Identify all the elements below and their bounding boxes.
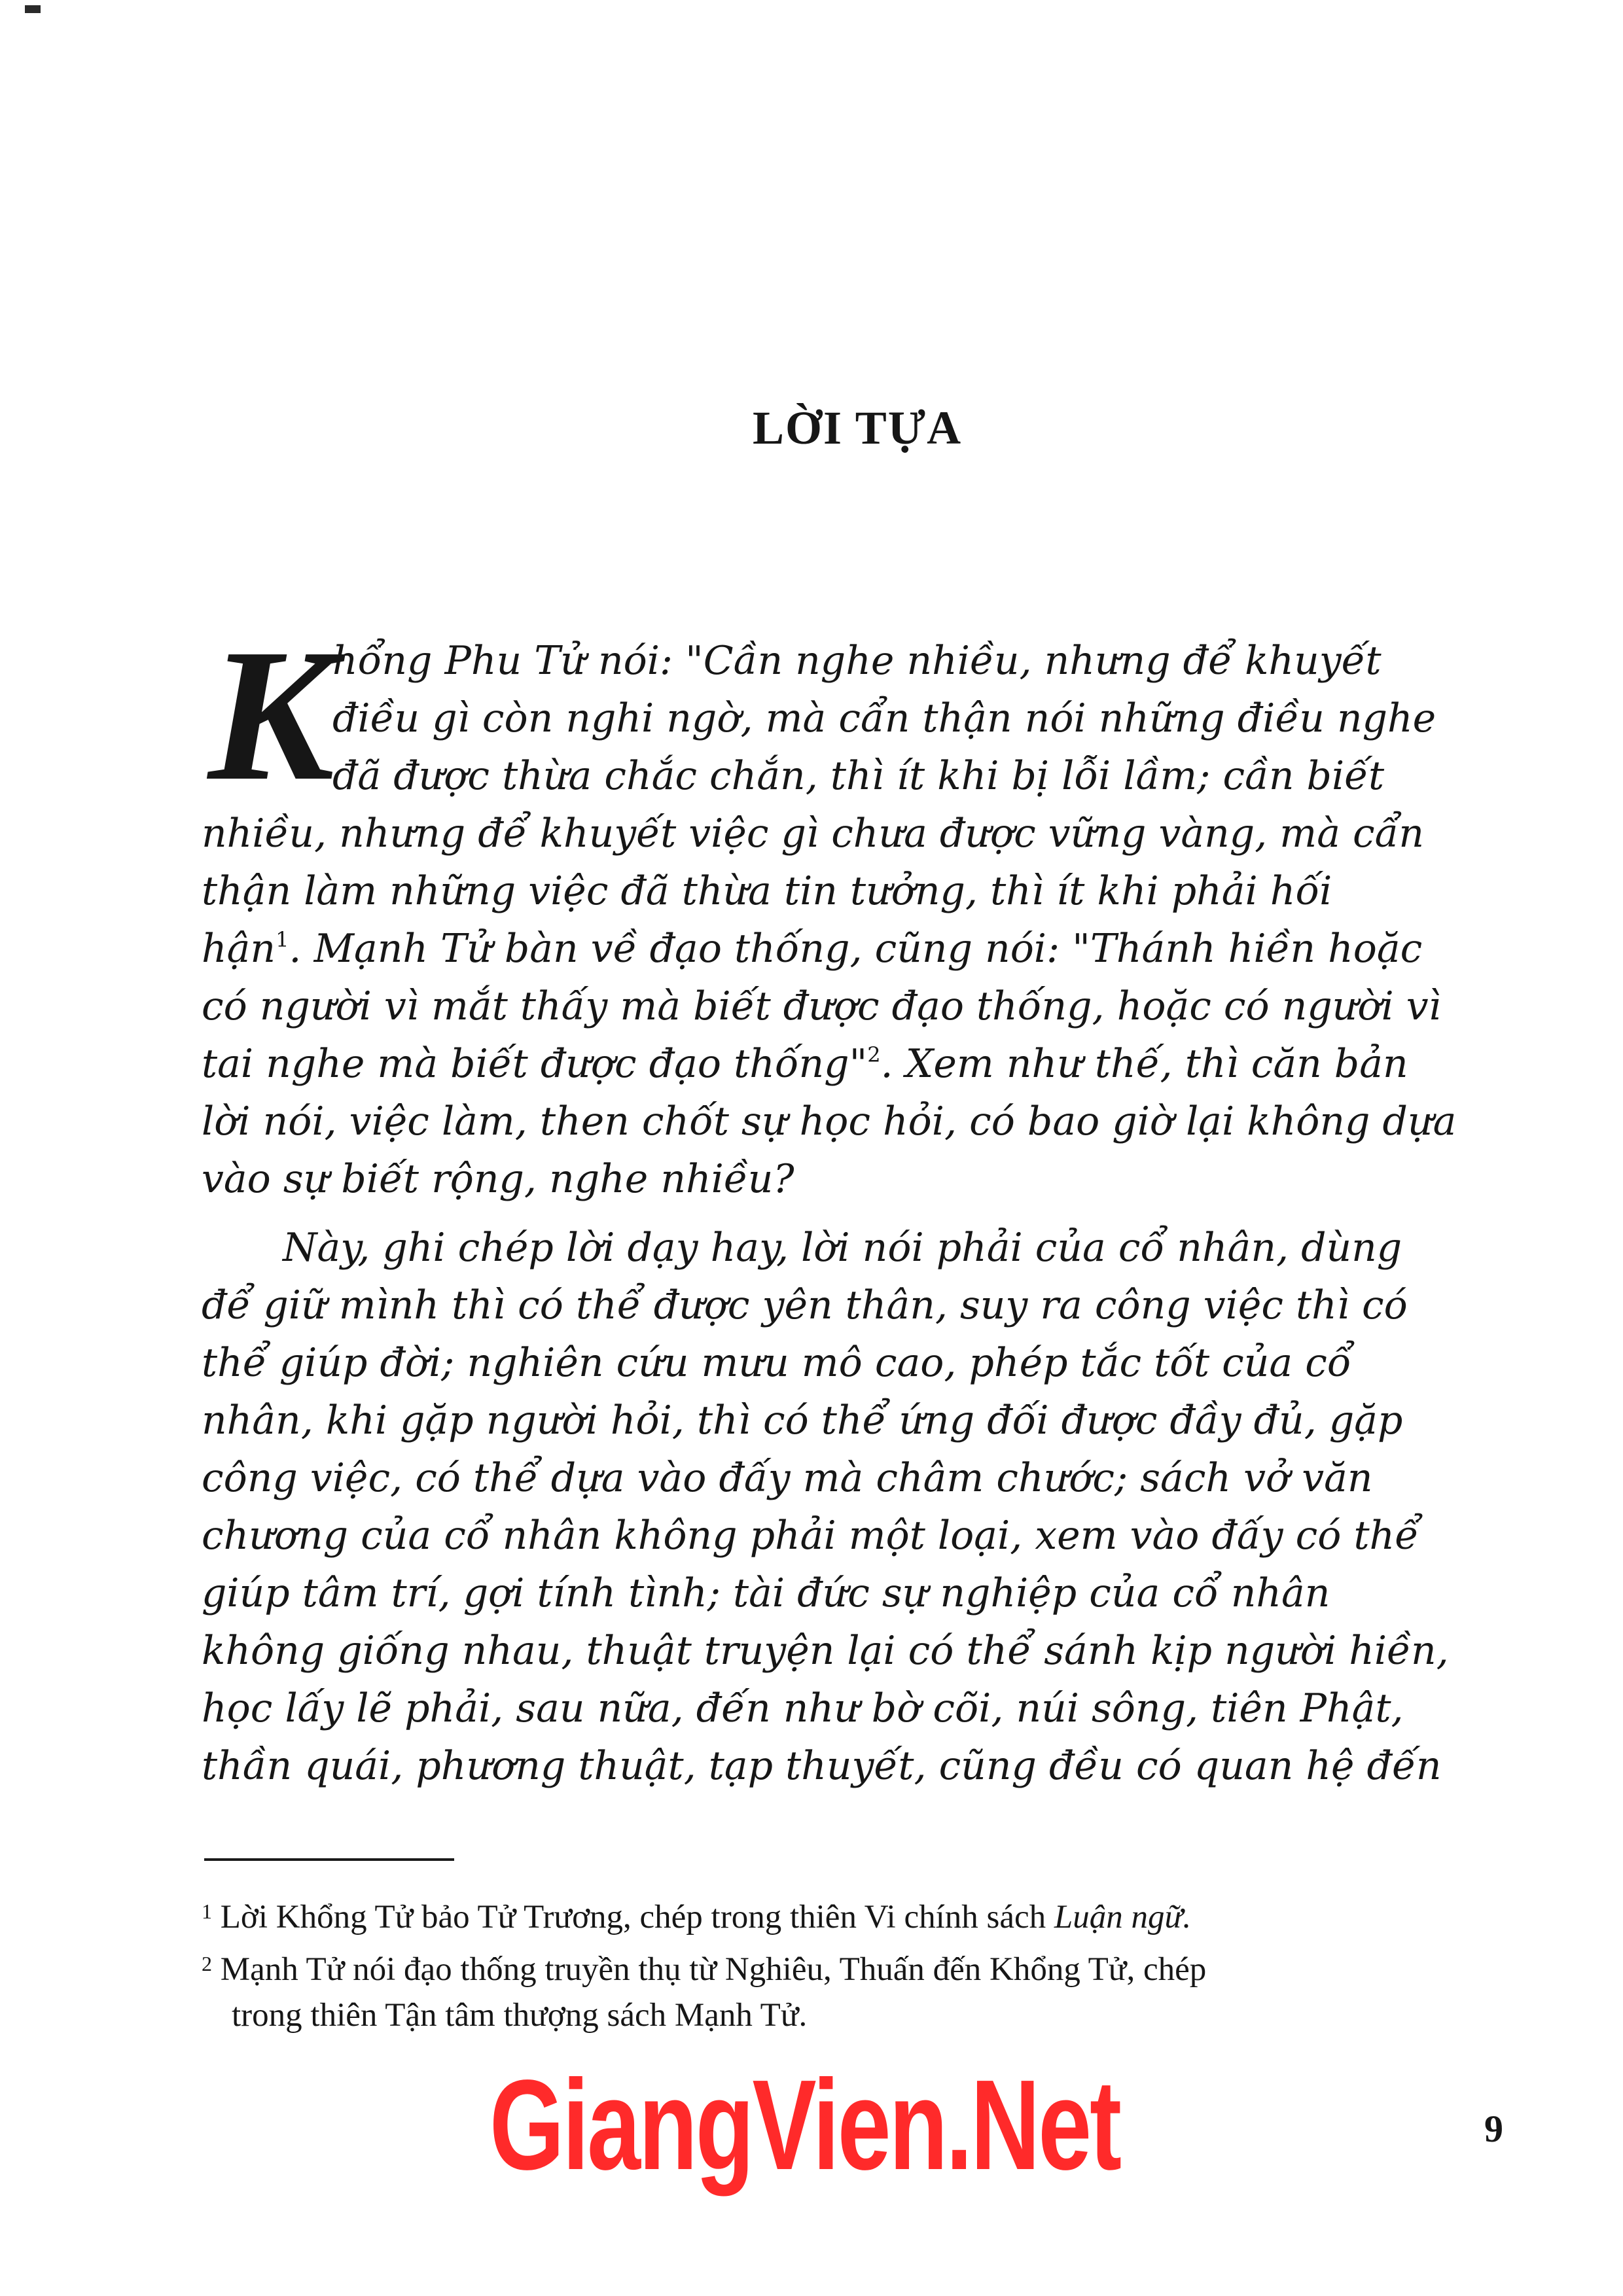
footnote-1 bbox=[202, 1901, 1191, 1934]
text-segment: . Mạnh Tử bàn về đạo thống, cũng nói: "Thánh hiền hoặc bbox=[289, 926, 1423, 972]
scan-artifact bbox=[25, 5, 41, 13]
page-number: 9 bbox=[1484, 2108, 1503, 2150]
text-segment: hận bbox=[202, 926, 276, 972]
watermark: GiangVien.Net bbox=[490, 2053, 1120, 2197]
footnote-ref: 1 bbox=[276, 927, 289, 952]
footnote-2 bbox=[202, 1953, 1206, 1987]
text-line: giúp tâm trí, gợi tính tình; tài đức sự nghiệp của cổ nhân bbox=[202, 1570, 1330, 1616]
text-line: hổng Phu Tử nói: "Cần nghe nhiều, nhưng để khuyết bbox=[332, 638, 1382, 684]
footnote-text: Lời Khổng Tử bảo Tử Trương, chép trong thiên Vi chính sách bbox=[220, 1899, 1054, 1935]
text-line: đã được thừa chắc chắn, thì ít khi bị lỗi lầm; cần biết bbox=[332, 753, 1385, 799]
text-line: công việc, có thể dựa vào đấy mà châm chước; sách vở văn bbox=[202, 1455, 1373, 1501]
text-line: học lấy lẽ phải, sau nữa, đến như bờ cõi, núi sông, tiên Phật, bbox=[202, 1686, 1404, 1731]
text-line: vào sự biết rộng, nghe nhiều? bbox=[202, 1156, 794, 1202]
text-line: thể giúp đời; nghiên cứu mưu mô cao, phép tắc tốt của cổ bbox=[202, 1340, 1351, 1386]
text-line: Này, ghi chép lời dạy hay, lời nói phải của cổ nhân, dùng bbox=[283, 1225, 1402, 1271]
footnote-divider bbox=[204, 1858, 454, 1861]
text-line: để giữ mình thì có thể được yên thân, suy ra công việc thì có bbox=[202, 1282, 1408, 1328]
text-segment: tai nghe mà biết được đạo thống" bbox=[202, 1041, 868, 1087]
text-line bbox=[202, 1041, 1408, 1087]
footnote-ref: 2 bbox=[867, 1042, 881, 1067]
drop-cap: K bbox=[208, 610, 335, 820]
text-segment: . Xem như thế, thì căn bản bbox=[880, 1041, 1408, 1087]
text-line: chương của cổ nhân không phải một loại, xem vào đấy có thể bbox=[202, 1513, 1419, 1559]
text-line: lời nói, việc làm, then chốt sự học hỏi, có bao giờ lại không dựa bbox=[202, 1099, 1457, 1144]
footnote-book-title: Luận ngữ. bbox=[1054, 1899, 1192, 1935]
text-line: không giống nhau, thuật truyện lại có thể sánh kịp người hiền, bbox=[202, 1628, 1449, 1674]
text-line bbox=[202, 926, 1423, 972]
chapter-title: LỜI TỰA bbox=[753, 402, 963, 454]
text-line: thận làm những việc đã thừa tin tưởng, thì ít khi phải hối bbox=[202, 868, 1332, 914]
text-line: có người vì mắt thấy mà biết được đạo thống, hoặc có người vì bbox=[202, 983, 1441, 1029]
footnote-2-continuation: trong thiên Tận tâm thượng sách Mạnh Tử. bbox=[232, 1997, 808, 2034]
text-line: nhiều, nhưng để khuyết việc gì chưa được vững vàng, mà cẩn bbox=[202, 811, 1425, 857]
footnote-number: 1 bbox=[202, 1899, 212, 1923]
footnote-text: Mạnh Tử nói đạo thống truyền thụ từ Nghiêu, Thuấn đến Khổng Tử, chép bbox=[220, 1951, 1207, 1988]
text-line: điều gì còn nghi ngờ, mà cẩn thận nói những điều nghe bbox=[332, 696, 1436, 741]
footnote-number: 2 bbox=[202, 1952, 212, 1975]
text-line: thần quái, phương thuật, tạp thuyết, cũng đều có quan hệ đến bbox=[202, 1743, 1442, 1789]
text-line: nhân, khi gặp người hỏi, thì có thể ứng đối được đầy đủ, gặp bbox=[202, 1398, 1403, 1443]
